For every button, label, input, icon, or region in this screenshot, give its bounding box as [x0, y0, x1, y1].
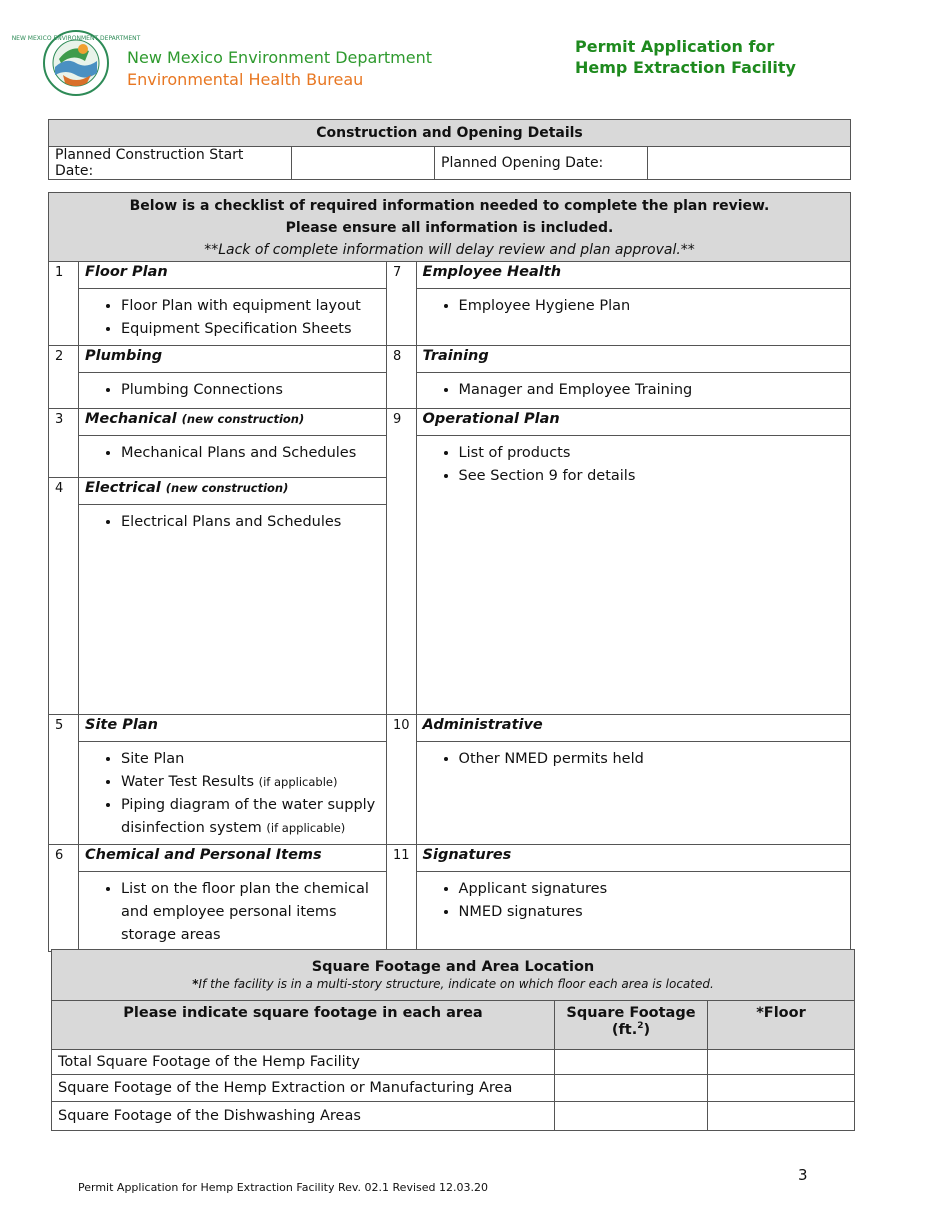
floor-input[interactable] [708, 1050, 855, 1075]
section-2-number: 2 [49, 346, 79, 409]
section-9-items [416, 436, 850, 715]
checklist-table [48, 192, 851, 952]
section-11-title: Signatures [416, 845, 850, 872]
form-title-line1: Permit Application for [575, 37, 775, 56]
section-3-title [79, 409, 387, 436]
construction-heading: Construction and Opening Details [49, 120, 851, 147]
row-label: Total Square Footage of the Hemp Facility [52, 1050, 555, 1075]
sqft-note-text: If the facility is in a multi-story structure, indicate on which floor each area is located. [198, 977, 714, 991]
list-item-text: Piping diagram of the water supply disinfection system [121, 797, 376, 836]
construction-details-table [48, 119, 851, 180]
page-number: 3 [798, 1166, 808, 1184]
intro-line2: Please ensure all information is included. [285, 220, 614, 236]
section-9-title: Operational Plan [416, 409, 850, 436]
col-area-header: Please indicate square footage in each area [52, 1001, 555, 1050]
col-sqft-line1: Square Footage [566, 1005, 696, 1021]
list-item [121, 771, 380, 794]
list-item: • Plumbing Connections [121, 379, 380, 402]
col-sqft-header [555, 1001, 708, 1050]
sqft-input[interactable] [555, 1050, 708, 1075]
if-applicable-note: (if applicable) [258, 775, 338, 789]
footer-text: Permit Application for Hemp Extraction Facility Rev. 02.1 Revised 12.03.20 [78, 1181, 488, 1194]
section-8-items [416, 373, 850, 409]
section-4-title-text: Electrical [85, 480, 161, 496]
section-10-items [416, 742, 850, 845]
section-5-number: 5 [49, 715, 79, 845]
sqft-heading-cell [52, 950, 855, 1001]
table-row [52, 1075, 855, 1102]
start-date-field[interactable] [292, 147, 435, 180]
section-11-number: 11 [387, 845, 417, 952]
list-item: • Equipment Specification Sheets [121, 318, 380, 341]
list-item: • See Section 9 for details [459, 465, 844, 488]
section-11-items [416, 872, 850, 952]
if-applicable-note: (if applicable) [266, 821, 346, 835]
section-6-items [79, 872, 387, 952]
section-8-title: Training [416, 346, 850, 373]
section-2-title: Plumbing [79, 346, 387, 373]
intro-line3: **Lack of complete information will delay review and plan approval.** [204, 242, 695, 258]
row-label: Square Footage of the Hemp Extraction or Manufacturing Area [52, 1075, 555, 1102]
sqft-input[interactable] [555, 1075, 708, 1102]
sqft-input[interactable] [555, 1102, 708, 1131]
opening-date-label: Planned Opening Date: [435, 147, 648, 180]
list-item [121, 794, 380, 840]
table-row [52, 1050, 855, 1075]
nmed-seal-logo [11, 29, 141, 97]
bureau-name: Environmental Health Bureau [127, 70, 364, 89]
list-item: • Mechanical Plans and Schedules [121, 442, 380, 465]
section-3-note: (new construction) [181, 412, 305, 426]
section-6-title: Chemical and Personal Items [79, 845, 387, 872]
seal-text: NEW MEXICO ENVIRONMENT DEPARTMENT [11, 35, 141, 42]
list-item: • List of products [459, 442, 844, 465]
floor-input[interactable] [708, 1102, 855, 1131]
col-sqft-line2 [561, 1021, 701, 1038]
square-footage-table [51, 949, 855, 1131]
section-7-number: 7 [387, 262, 417, 346]
row-label: Square Footage of the Dishwashing Areas [52, 1102, 555, 1131]
opening-date-field[interactable] [648, 147, 851, 180]
sqft-heading: Square Footage and Area Location [311, 959, 595, 975]
section-4-title [79, 478, 387, 505]
section-1-title: Floor Plan [79, 262, 387, 289]
checklist-intro [49, 193, 851, 262]
list-item-text: Water Test Results [121, 774, 254, 790]
section-7-items [416, 289, 850, 346]
list-item: • Employee Hygiene Plan [459, 295, 844, 318]
floor-input[interactable] [708, 1075, 855, 1102]
sqft-note [58, 977, 848, 991]
col-sqft-sup: 2 [637, 1021, 644, 1031]
list-item: • Other NMED permits held [459, 748, 844, 771]
list-item: • Site Plan [121, 748, 380, 771]
section-10-title: Administrative [416, 715, 850, 742]
section-4-number: 4 [49, 478, 79, 715]
section-8-number: 8 [387, 346, 417, 409]
section-3-title-text: Mechanical [85, 411, 177, 427]
section-5-items [79, 742, 387, 845]
form-title [575, 36, 796, 78]
list-item: • Manager and Employee Training [459, 379, 844, 402]
list-item: • NMED signatures [459, 901, 844, 924]
col-floor-header: *Floor [708, 1001, 855, 1050]
start-date-label: Planned Construction Start Date: [49, 147, 292, 180]
section-3-number: 3 [49, 409, 79, 478]
col-sqft-unit: (ft. [611, 1021, 638, 1038]
list-item: • Electrical Plans and Schedules [121, 511, 380, 534]
section-1-items [79, 289, 387, 346]
org-name: New Mexico Environment Department [127, 48, 433, 67]
list-item: • Floor Plan with equipment layout [121, 295, 380, 318]
section-7-title: Employee Health [416, 262, 850, 289]
section-1-number: 1 [49, 262, 79, 346]
sqft-note-star: * [192, 977, 199, 991]
table-row [52, 1102, 855, 1131]
col-sqft-close: ) [643, 1021, 651, 1038]
intro-line1: Below is a checklist of required information needed to complete the plan review. [129, 198, 770, 214]
section-10-number: 10 [387, 715, 417, 845]
list-item: • List on the floor plan the chemical and employee personal items storage areas [121, 878, 380, 947]
section-4-items [79, 505, 387, 715]
section-5-title: Site Plan [79, 715, 387, 742]
section-6-number: 6 [49, 845, 79, 952]
section-9-number: 9 [387, 409, 417, 715]
list-item: • Applicant signatures [459, 878, 844, 901]
section-4-note: (new construction) [165, 481, 289, 495]
section-3-items [79, 436, 387, 478]
section-2-items [79, 373, 387, 409]
form-title-line2: Hemp Extraction Facility [575, 58, 796, 77]
